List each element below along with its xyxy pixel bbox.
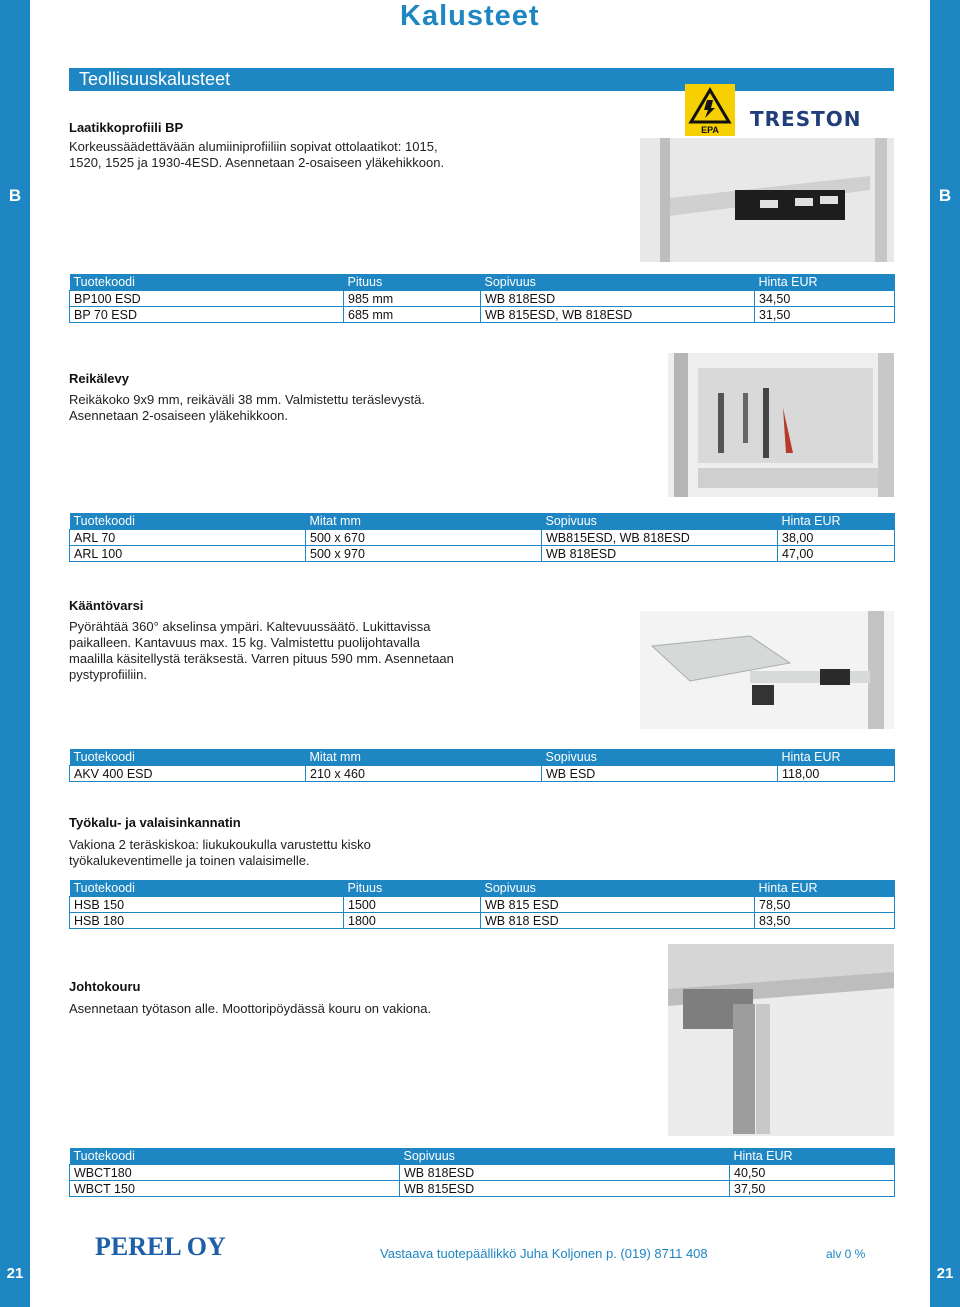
column-header: Hinta EUR — [730, 1148, 895, 1165]
table-cell: WB 818ESD — [542, 546, 778, 562]
description-line: Pyörähtää 360° akselinsa ympäri. Kaltevuussäätö. Lukittavissa — [69, 619, 431, 634]
table-cell: 47,00 — [778, 546, 895, 562]
product-table-arl — [69, 513, 895, 562]
table-cell: WB 818 ESD — [481, 913, 755, 929]
description-line: Korkeussäädettävään alumiiniprofiiliin sopivat ottolaatikot: 1015, — [69, 139, 438, 154]
table-cell: 210 x 460 — [306, 766, 542, 782]
table-cell: 38,00 — [778, 530, 895, 546]
description-line: 1520, 1525 ja 1930-4ESD. Asennetaan 2-osaiseen yläkehikkoon. — [69, 155, 445, 170]
product-heading-arl: Reikälevy — [69, 371, 129, 386]
product-image-box-profile — [640, 138, 894, 262]
table-cell: HSB 150 — [70, 897, 344, 913]
product-table-hsb — [69, 880, 895, 929]
page-number-left: 21 — [6, 1265, 24, 1282]
product-desc-arl — [69, 392, 425, 424]
description-line: pystyprofiiliin. — [69, 667, 148, 682]
description-line: työkalukeventimelle ja toinen valaisimelle. — [69, 853, 310, 868]
column-header: Sopivuus — [542, 749, 778, 766]
product-desc-bp — [69, 139, 444, 171]
table-cell: 685 mm — [344, 307, 481, 323]
description-line: Asennetaan työtason alle. Moottoripöydässä kouru on vakiona. — [69, 1001, 432, 1016]
table-cell: WBCT 150 — [70, 1181, 400, 1197]
side-letter-left: B — [8, 186, 22, 205]
product-table-wbct — [69, 1148, 895, 1197]
column-header: Mitat mm — [306, 749, 542, 766]
product-heading-hsb: Työkalu- ja valaisinkannatin — [69, 815, 241, 830]
side-letter-right: B — [938, 186, 952, 205]
table-cell: WBCT180 — [70, 1165, 400, 1181]
product-desc-hsb — [69, 837, 371, 869]
table-cell: 985 mm — [344, 291, 481, 307]
column-header: Tuotekoodi — [70, 1148, 400, 1165]
table-cell: 83,50 — [755, 913, 895, 929]
table-cell: WB 818ESD — [481, 291, 755, 307]
table-row — [70, 307, 895, 323]
table-row — [70, 766, 895, 782]
column-header: Tuotekoodi — [70, 749, 306, 766]
table-cell: AKV 400 ESD — [70, 766, 306, 782]
table-row — [70, 530, 895, 546]
column-header: Sopivuus — [481, 274, 755, 291]
product-heading-bp: Laatikkoprofiili BP — [69, 120, 184, 135]
table-cell: WB 815ESD — [400, 1181, 730, 1197]
table-cell: WB 818ESD — [400, 1165, 730, 1181]
table-cell: 500 x 970 — [306, 546, 542, 562]
table-cell: 40,50 — [730, 1165, 895, 1181]
column-header: Tuotekoodi — [70, 513, 306, 530]
section-title: Teollisuuskalusteet — [79, 69, 231, 89]
table-row — [70, 897, 895, 913]
description-line: paikalleen. Kantavuus max. 15 kg. Valmistettu puolijohtavalla — [69, 635, 420, 650]
product-image-box-cable-tray — [668, 944, 894, 1136]
footer-contact: Vastaava tuotepäällikkö Juha Koljonen p. (019) 8711 408 — [380, 1246, 708, 1261]
table-cell: WB815ESD, WB 818ESD — [542, 530, 778, 546]
table-cell: WB ESD — [542, 766, 778, 782]
product-heading-wbct: Johtokouru — [69, 979, 141, 994]
page-number-right: 21 — [936, 1265, 954, 1282]
footer-vat-note: alv 0 % — [826, 1247, 866, 1261]
section-header-bar — [69, 68, 894, 91]
page-title: Kalusteet — [400, 0, 540, 32]
epa-logo — [685, 84, 735, 136]
column-header: Tuotekoodi — [70, 880, 344, 897]
column-header: Hinta EUR — [778, 513, 895, 530]
table-cell: 34,50 — [755, 291, 895, 307]
description-line: maalilla käsitellystä teräksestä. Varren pituus 590 mm. Asennetaan — [69, 651, 454, 666]
column-header: Sopivuus — [542, 513, 778, 530]
product-image-box-pegboard — [668, 353, 894, 497]
table-row — [70, 913, 895, 929]
column-header: Hinta EUR — [755, 274, 895, 291]
treston-logo: TRESTON — [750, 107, 862, 131]
table-row — [70, 291, 895, 307]
table-cell: 78,50 — [755, 897, 895, 913]
table-cell: 500 x 670 — [306, 530, 542, 546]
product-table-akv — [69, 749, 895, 782]
left-color-bar — [0, 0, 30, 1307]
table-row — [70, 1165, 895, 1181]
column-header: Pituus — [344, 880, 481, 897]
epa-logo-text: EPA — [701, 125, 719, 135]
column-header: Sopivuus — [481, 880, 755, 897]
description-line: Vakiona 2 teräskiskoa: liukukoukulla varustettu kisko — [69, 837, 371, 852]
table-cell: BP 70 ESD — [70, 307, 344, 323]
column-header: Tuotekoodi — [70, 274, 344, 291]
table-cell: 1500 — [344, 897, 481, 913]
right-color-bar — [930, 0, 960, 1307]
table-cell: ARL 100 — [70, 546, 306, 562]
column-header: Sopivuus — [400, 1148, 730, 1165]
product-desc-akv — [69, 619, 454, 683]
table-row — [70, 546, 895, 562]
table-cell: BP100 ESD — [70, 291, 344, 307]
column-header: Hinta EUR — [755, 880, 895, 897]
table-cell: 118,00 — [778, 766, 895, 782]
table-cell: 31,50 — [755, 307, 895, 323]
product-image-box-swing-arm — [640, 611, 894, 729]
table-cell: WB 815 ESD — [481, 897, 755, 913]
product-heading-akv: Kääntövarsi — [69, 598, 144, 613]
table-cell: 37,50 — [730, 1181, 895, 1197]
product-desc-wbct — [69, 1001, 431, 1017]
perel-oy-logo: PEREL OY — [95, 1232, 226, 1261]
table-cell: ARL 70 — [70, 530, 306, 546]
description-line: Reikäkoko 9x9 mm, reikäväli 38 mm. Valmistettu teräslevystä. — [69, 392, 425, 407]
column-header: Pituus — [344, 274, 481, 291]
column-header: Hinta EUR — [778, 749, 895, 766]
table-cell: HSB 180 — [70, 913, 344, 929]
description-line: Asennetaan 2-osaiseen yläkehikkoon. — [69, 408, 288, 423]
product-table-bp — [69, 274, 895, 323]
table-cell: WB 815ESD, WB 818ESD — [481, 307, 755, 323]
table-row — [70, 1181, 895, 1197]
column-header: Mitat mm — [306, 513, 542, 530]
table-cell: 1800 — [344, 913, 481, 929]
